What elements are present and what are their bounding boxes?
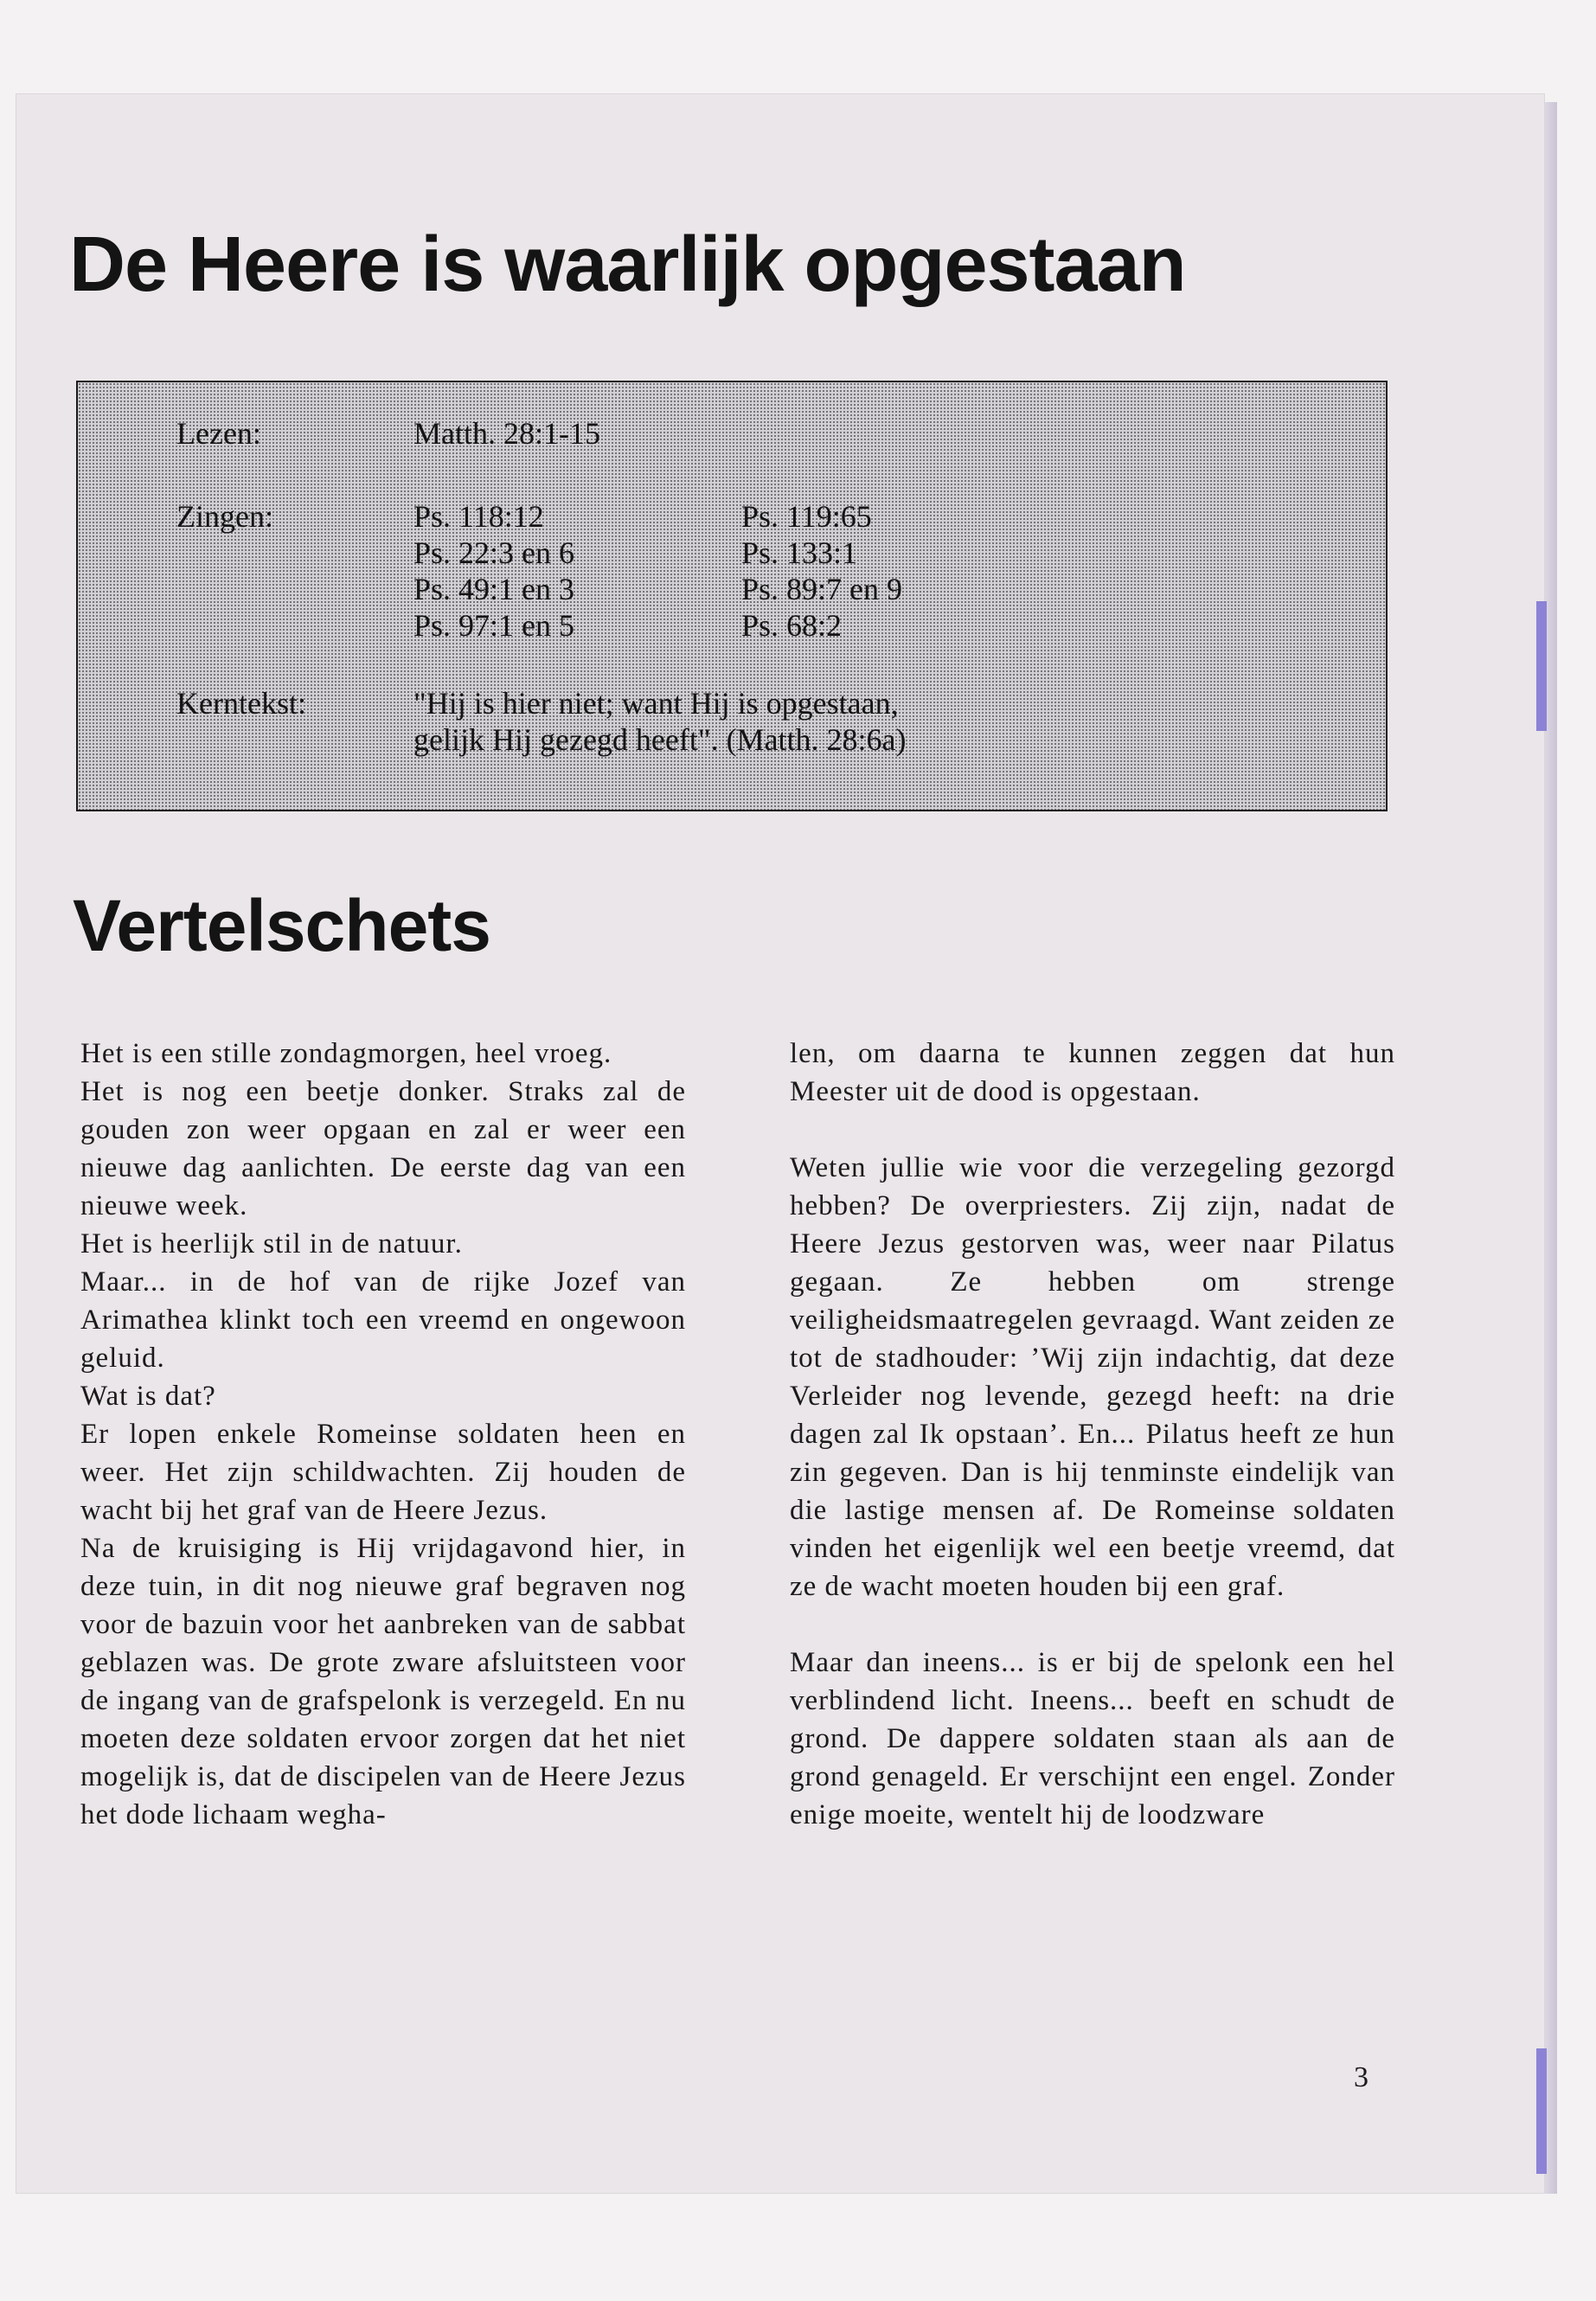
lezen-value: Matth. 28:1-15 [413, 416, 600, 451]
paragraph: Wat is dat? [80, 1381, 216, 1412]
paragraph: Maar dan ineens... is er bij de spelonk een hel verblindend licht. Ineens... beeft en schudt de grond. De dappere soldaten staan als aan de grond genageld. Er verschijnt een engel. Zonder enige moeite, wentelt hij de loodzware [790, 1647, 1395, 1830]
paragraph: Het is heerlijk stil in de natuur. [80, 1228, 463, 1259]
paragraph: Het is nog een beetje donker. Straks zal de gouden zon weer opgaan en zal er weer een nieuwe dag aanlichten. De eerste dag van een nieuwe week. [80, 1076, 686, 1221]
paragraph: len, om daarna te kunnen zeggen dat hun Meester uit de dood is opgestaan. [790, 1038, 1395, 1107]
psalm-item: Ps. 49:1 en 3 [413, 572, 575, 606]
index-tab-upper [1536, 601, 1547, 731]
psalm-item: Ps. 118:12 [413, 499, 544, 534]
paragraph: Er lopen enkele Romeinse soldaten heen en weer. Het zijn schildwachten. Zij houden de wacht bij het graf van de Heere Jezus. [80, 1419, 686, 1526]
kerntekst-line: "Hij is hier niet; want Hij is opgestaan, [413, 686, 899, 721]
psalm-item: Ps. 68:2 [741, 608, 843, 643]
kerntekst-label: Kerntekst: [176, 686, 306, 721]
psalm-item: Ps. 22:3 en 6 [413, 535, 575, 570]
psalm-item: Ps. 133:1 [741, 535, 858, 570]
body-column-left [80, 1035, 686, 1834]
kerntekst-line: gelijk Hij gezegd heeft". (Matth. 28:6a) [413, 722, 907, 757]
paragraph: Maar... in de hof van de rijke Jozef van Arimathea klinkt toch een vreemd en ongewoon geluid. [80, 1266, 686, 1374]
psalms-column-2 [741, 498, 902, 644]
paragraph: Na de kruisiging is Hij vrijdagavond hier, in deze tuin, in dit nog nieuwe graf begraven nog voor de bazuin voor het aanbreken van de sabbat geblazen was. De grote zware afsluitsteen voor de ingang van de grafspelonk is verzegeld. En nu moeten deze soldaten ervoor zorgen dat het niet mogelijk is, dat de discipelen van de Heere Jezus het dode lichaam wegha- [80, 1533, 686, 1830]
paragraph: Het is een stille zondagmorgen, heel vroeg. [80, 1038, 612, 1069]
body-column-right [790, 1035, 1395, 1834]
psalms-column-1 [413, 498, 574, 644]
zingen-label: Zingen: [176, 499, 273, 534]
page-number: 3 [1354, 2061, 1368, 2093]
page-title: De Heere is waarlijk opgestaan [69, 221, 1186, 308]
psalm-item: Ps. 119:65 [741, 499, 872, 534]
page-edge [1545, 102, 1557, 2194]
lezen-label: Lezen: [176, 416, 261, 451]
psalm-item: Ps. 97:1 en 5 [413, 608, 575, 643]
paragraph: Weten jullie wie voor die verzegeling gezorgd hebben? De overpriesters. Zij zijn, nadat de Heere Jezus gestorven was, weer naar Pilatus gegaan. Ze hebben om strenge veiligheidsmaatregelen gevraagd. Want zeiden ze tot de stadhouder: ’Wij zijn indachtig, dat deze Verleider nog levende, gezegd heeft: na drie dagen zal Ik opstaan’. En... Pilatus heeft ze hun zin gegeven. Dan is hij tenminste eindelijk van die lastige mensen af. De Romeinse soldaten vinden het eigenlijk wel een beetje vreemd, dat ze de wacht moeten houden bij een graf. [790, 1152, 1395, 1602]
index-tab-lower [1536, 2048, 1547, 2174]
kerntekst-quote [413, 685, 907, 758]
psalm-item: Ps. 89:7 en 9 [741, 572, 903, 606]
reading-box [76, 381, 1388, 811]
section-heading: Vertelschets [73, 885, 490, 966]
